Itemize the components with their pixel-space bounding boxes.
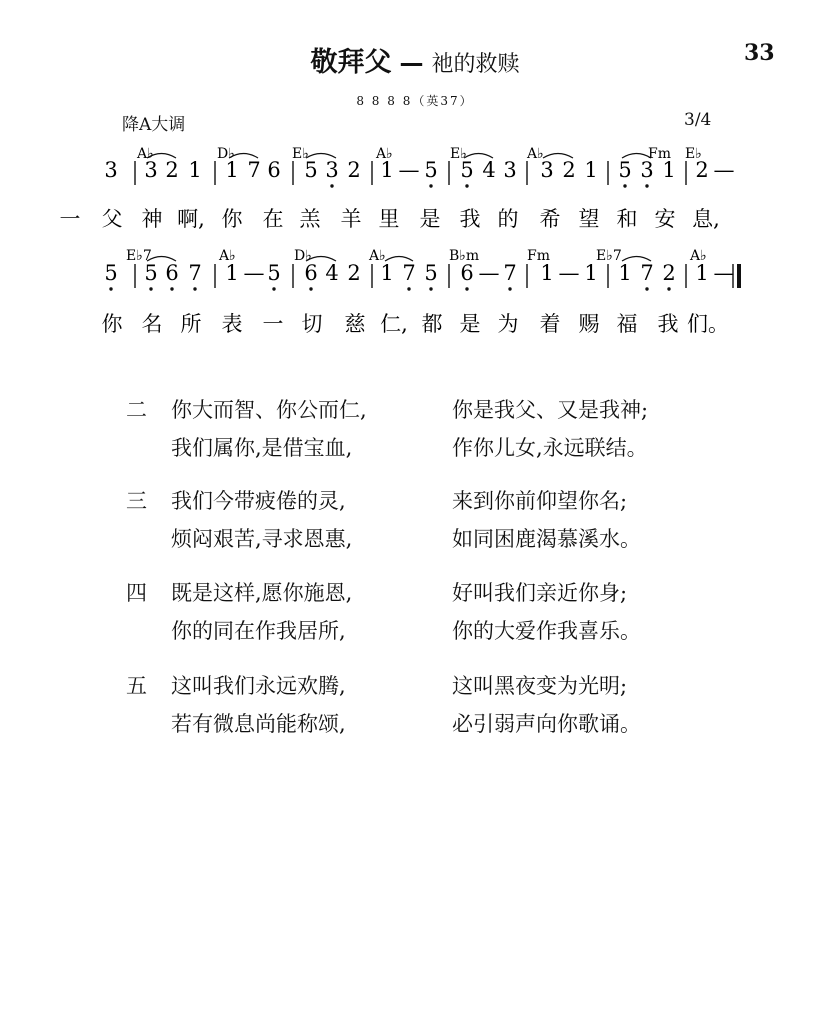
final-barline-thick — [737, 264, 741, 288]
lyric-syllable: 安 — [654, 207, 676, 231]
lyric-syllable: 你 — [101, 312, 123, 336]
lyric-syllable: 息, — [692, 207, 720, 231]
octave-dot — [465, 287, 468, 290]
lyric-syllable: 我 — [657, 312, 679, 336]
note: 4 — [325, 261, 339, 285]
octave-dot — [109, 287, 112, 290]
octave-dot — [272, 287, 275, 290]
lyric-syllable: 仁, — [380, 312, 408, 336]
verse-line-right: 作你儿女,永远联结。 — [452, 436, 648, 460]
key-signature: 降A大调 — [122, 115, 186, 135]
music-score — [0, 0, 830, 350]
note: 3 — [540, 158, 554, 182]
octave-dot — [149, 287, 152, 290]
verse-line-right: 来到你前仰望你名; — [452, 489, 628, 513]
note: 1 — [380, 261, 394, 285]
verse-number: 四 — [126, 581, 147, 605]
note: 3 — [325, 158, 339, 182]
note: 7 — [503, 261, 517, 285]
lyric-syllable: 福 — [616, 312, 638, 336]
chord-symbol: D♭ — [294, 248, 312, 264]
chord-symbol: Fm — [527, 248, 550, 264]
octave-dot — [429, 184, 432, 187]
note: 2 — [347, 261, 361, 285]
octave-dot — [623, 184, 626, 187]
lyric-syllable: 们。 — [687, 312, 729, 336]
note: — — [478, 261, 500, 285]
verse-line-left: 烦闷艰苦,寻求恩惠, — [171, 527, 353, 551]
verse-line-left: 既是这样,愿你施恩, — [171, 581, 353, 605]
octave-dot — [645, 184, 648, 187]
verse-line-left: 这叫我们永远欢腾, — [171, 674, 346, 698]
note: 5 — [618, 158, 632, 182]
note: 6 — [267, 158, 281, 182]
lyric-syllable: 和 — [616, 207, 638, 231]
chord-symbol: D♭ — [217, 146, 235, 162]
page-number: 33 — [744, 40, 775, 66]
verse-line-left: 你的同在作我居所, — [171, 619, 346, 643]
chord-symbol: A♭ — [137, 146, 154, 162]
lyric-syllable: 神 — [141, 207, 163, 231]
note: 6 — [460, 261, 474, 285]
lyric-syllable: 都 — [421, 312, 443, 336]
note: 2 — [562, 158, 576, 182]
verse-number: 三 — [126, 489, 147, 513]
chord-symbol: Fm — [648, 146, 671, 162]
note: 5 — [424, 261, 438, 285]
note: 7 — [247, 158, 261, 182]
lyric-syllable: 切 — [301, 312, 323, 336]
octave-dot — [330, 184, 333, 187]
chord-symbol: B♭m — [449, 248, 480, 264]
lyric-syllable: 父 — [101, 207, 123, 231]
verse-line-right: 你是我父、又是我神; — [452, 398, 649, 422]
chord-symbol: E♭7 — [596, 248, 622, 264]
note: 1 — [662, 158, 676, 182]
time-signature: 3/4 — [684, 110, 712, 130]
note: 1 — [584, 158, 598, 182]
verse-number: 五 — [126, 674, 147, 698]
lyric-syllable: 我 — [459, 207, 481, 231]
chord-symbol: A♭ — [369, 248, 386, 264]
note: 3 — [104, 158, 118, 182]
note: — — [713, 158, 735, 182]
lyric-syllable: 名 — [141, 312, 163, 336]
note: 2 — [347, 158, 361, 182]
verse-line-left: 我们属你,是借宝血, — [171, 436, 353, 460]
lyric-syllable: 一 — [262, 312, 284, 336]
note: 1 — [584, 261, 598, 285]
note: 6 — [165, 261, 179, 285]
lyric-syllable: 里 — [378, 207, 400, 231]
note: — — [558, 261, 580, 285]
note: 6 — [304, 261, 318, 285]
verse-line-right: 这叫黑夜变为光明; — [452, 674, 628, 698]
note: 5 — [144, 261, 158, 285]
note: 3 — [503, 158, 517, 182]
note: 3 — [144, 158, 158, 182]
note: 5 — [104, 261, 118, 285]
lyric-syllable: 慈 — [344, 312, 366, 336]
octave-dot — [508, 287, 511, 290]
note: 1 — [225, 261, 239, 285]
chord-symbol: E♭ — [292, 146, 309, 162]
note: 1 — [618, 261, 632, 285]
lyric-syllable: 的 — [497, 207, 519, 231]
title-main: 敬拜父 — [310, 47, 392, 78]
note: — — [398, 158, 420, 182]
note: 2 — [662, 261, 676, 285]
verse-line-left: 我们今带疲倦的灵, — [171, 489, 346, 513]
lyric-syllable: 所 — [180, 312, 202, 336]
lyric-syllable: 是 — [459, 312, 481, 336]
lyric-syllable: 在 — [262, 207, 284, 231]
lyric-syllable: 表 — [221, 312, 243, 336]
chord-symbol: E♭ — [685, 146, 702, 162]
note: 7 — [640, 261, 654, 285]
octave-dot — [645, 287, 648, 290]
note: 1 — [380, 158, 394, 182]
note: 4 — [482, 158, 496, 182]
octave-dot — [407, 287, 410, 290]
octave-dot — [429, 287, 432, 290]
octave-dot — [309, 287, 312, 290]
meter-label: 8 8 8 8（英37） — [356, 94, 474, 108]
lyric-syllable: 赐 — [578, 312, 600, 336]
chord-symbol: A♭ — [690, 248, 707, 264]
octave-dot — [193, 287, 196, 290]
lyric-syllable: 羔 — [299, 207, 321, 231]
lyric-syllable: 着 — [539, 312, 561, 336]
chord-symbol: A♭ — [376, 146, 393, 162]
title-subtitle: 祂的救赎 — [431, 52, 520, 77]
chord-symbol: E♭ — [450, 146, 467, 162]
verse-number: 二 — [126, 398, 147, 422]
chord-symbol: E♭7 — [126, 248, 152, 264]
lyric-syllable: 羊 — [340, 207, 362, 231]
lyric-syllable: 是 — [419, 207, 441, 231]
note: — — [713, 261, 735, 285]
lyric-syllable: 望 — [578, 207, 600, 231]
note: 2 — [165, 158, 179, 182]
note: 7 — [402, 261, 416, 285]
lyric-syllable: 啊, — [177, 207, 205, 231]
note: 3 — [640, 158, 654, 182]
lyric-syllable: 你 — [221, 207, 243, 231]
note: 5 — [424, 158, 438, 182]
verse-line-right: 如同困鹿渴慕溪水。 — [452, 527, 641, 551]
note: 7 — [188, 261, 202, 285]
verse-line-right: 你的大爱作我喜乐。 — [452, 619, 641, 643]
verse-line-right: 必引弱声向你歌诵。 — [452, 712, 641, 736]
title-dash: — — [399, 49, 424, 77]
note: 5 — [460, 158, 474, 182]
octave-dot — [170, 287, 173, 290]
lyric-syllable: 为 — [497, 312, 519, 336]
verse-line-left: 若有微息尚能称颂, — [171, 712, 346, 736]
verse-line-right: 好叫我们亲近你身; — [452, 581, 628, 605]
note: 1 — [540, 261, 554, 285]
note: 1 — [188, 158, 202, 182]
note: — — [243, 261, 265, 285]
note: 1 — [225, 158, 239, 182]
chord-symbol: A♭ — [527, 146, 544, 162]
verse-line-left: 你大而智、你公而仁, — [171, 398, 367, 422]
note: 2 — [695, 158, 709, 182]
lyric-syllable: 一 — [59, 207, 81, 231]
note: 1 — [695, 261, 709, 285]
note: 5 — [304, 158, 318, 182]
note: 5 — [267, 261, 281, 285]
lyric-syllable: 希 — [539, 207, 561, 231]
chord-symbol: A♭ — [219, 248, 236, 264]
octave-dot — [465, 184, 468, 187]
octave-dot — [667, 287, 670, 290]
